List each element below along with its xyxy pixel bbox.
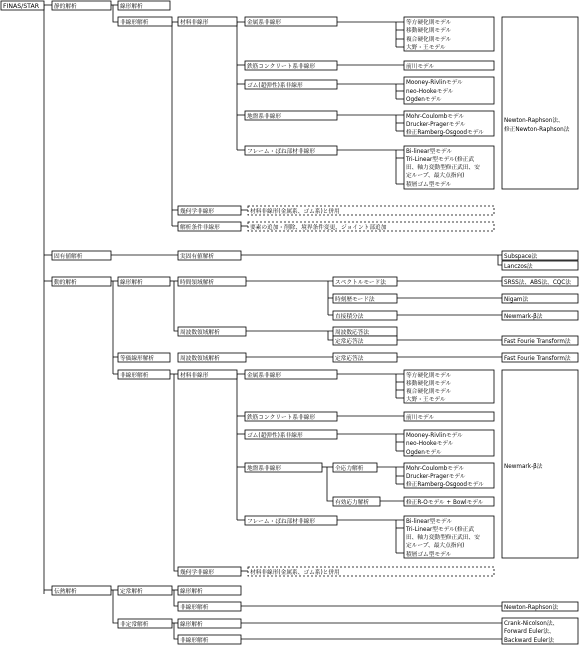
- thermal-unsteady-method: Crank-Nicolson法、: [504, 621, 559, 627]
- thermal-analysis-branch: [52, 586, 578, 644]
- dynamic-metal-model: 等方硬化則モデル: [406, 373, 452, 379]
- thermal-unsteady-method: Backward Euler法: [504, 638, 554, 644]
- dynamic-time-domain-label: 時間領域解析: [180, 280, 215, 286]
- static-metal-model: 大野・王モデル: [406, 45, 446, 51]
- static-metal-label: 金属系非線形: [247, 20, 282, 26]
- dynamic-geometric-note: 材料非線形(金属系、ゴム系)と併用: [250, 570, 340, 576]
- static-rubber-label: ゴム(超弾性)系非線形: [247, 83, 303, 89]
- eigen-label: 固有値解析: [54, 254, 83, 260]
- static-rubber-model: neo-Hookeモデル: [406, 89, 454, 95]
- dynamic-effective-model: 修正R-Oモデル + Bowlモデル: [406, 500, 484, 506]
- thermal-unsteady-label: 非定常解析: [120, 622, 149, 628]
- thermal-unsteady-method: Forward Euler法、: [504, 629, 555, 635]
- static-rc-label: 鉄筋コンクリート系非線形: [247, 64, 316, 70]
- static-frame-model: 定ループ、最大点指向): [406, 173, 465, 179]
- dynamic-analysis-branch: [52, 277, 578, 576]
- dynamic-nigam: Nigam法: [504, 297, 529, 303]
- static-frame-model: 田、軸力変動型修正武田、安: [406, 165, 480, 171]
- dynamic-frame-model: 定ループ、最大点指向): [406, 543, 465, 549]
- root-label: FINAS/STAR: [3, 3, 40, 10]
- dynamic-soil-model: Mohr-Coulombモデル: [406, 466, 465, 472]
- dynamic-linear-label: 線形解析: [120, 280, 143, 286]
- dynamic-soil-model: 修正Ramberg-Osgoodモデル: [406, 482, 484, 488]
- static-metal-model: 等方硬化則モデル: [406, 20, 452, 26]
- dynamic-rubber-model: neo-Hookeモデル: [406, 441, 454, 447]
- dynamic-time-history-label: 時刻歴モード法: [335, 297, 375, 303]
- dynamic-frame-label: フレーム・ばね部材非線形: [247, 519, 316, 525]
- dynamic-nonlinear-label: 非線形解析: [120, 373, 149, 379]
- dynamic-frame-model: Tri-Linear型モデル(修正武: [406, 527, 475, 533]
- static-soil-label: 地盤系非線形: [247, 114, 282, 120]
- eigen-method: Lanczos法: [504, 264, 533, 270]
- dynamic-total-stress-label: 全応力解析: [335, 466, 364, 472]
- eigen-method: Subspace法: [504, 254, 538, 260]
- dynamic-rubber-model: Ogdenモデル: [406, 450, 442, 456]
- dynamic-metal-model: 大野・王モデル: [406, 397, 446, 403]
- thermal-label: 伝熱解析: [54, 589, 77, 595]
- thermal-unsteady-nonlinear-label: 非線形解析: [180, 638, 209, 644]
- dynamic-label: 動的解析: [54, 280, 77, 286]
- static-frame-model: 積層ゴム型モデル: [406, 182, 452, 188]
- dynamic-rubber-model: Mooney-Rivlinモデル: [406, 433, 463, 439]
- thermal-steady-solver: Newton-Raphson法: [504, 605, 559, 611]
- static-metal-model: 移動硬化則モデル: [406, 28, 452, 34]
- dynamic-geometric-label: 幾何学非線形: [180, 570, 215, 576]
- static-frame-model: Bi-linear型モデル: [406, 149, 453, 155]
- static-analysis-branch: [52, 1, 578, 231]
- dynamic-metal-model: 移動硬化則モデル: [406, 381, 452, 387]
- thermal-unsteady-linear-label: 線形解析: [180, 622, 203, 628]
- eigen-real-label: 実固有値解析: [180, 254, 215, 260]
- dynamic-spectral-label: スペクトルモード法: [335, 280, 386, 286]
- dynamic-solver: Newmark-β法: [504, 464, 543, 470]
- thermal-steady-label: 定常解析: [120, 589, 143, 595]
- dynamic-metal-label: 金属系非線形: [247, 373, 282, 379]
- dynamic-spectral-methods: SRSS法、ABS法、CQC法: [504, 280, 571, 286]
- thermal-steady-nonlinear-label: 非線形解析: [180, 605, 209, 611]
- dynamic-frame-model: 積層ゴム型モデル: [406, 552, 452, 558]
- static-rubber-model: Mooney-Rivlinモデル: [406, 80, 463, 86]
- thermal-steady-linear-label: 線形解析: [180, 589, 203, 595]
- dynamic-rc-model: 前川モデル: [406, 415, 435, 421]
- dynamic-direct-label: 直接積分法: [335, 314, 364, 320]
- static-geometric-note: 材料非線形(金属系、ゴム系)と併用: [250, 209, 340, 215]
- static-boundary-label: 解析条件非線形: [180, 225, 220, 231]
- dynamic-frame-model: 田、軸力変動型修正武田、安: [406, 535, 480, 541]
- static-nonlinear-label: 非線形解析: [120, 20, 149, 26]
- dynamic-rc-label: 鉄筋コンクリート系非線形: [247, 415, 316, 421]
- static-geometric-label: 幾何学非線形: [180, 209, 215, 215]
- dynamic-freq-domain-label: 周波数領域解析: [180, 330, 220, 336]
- static-metal-model: 複合硬化則モデル: [406, 37, 452, 43]
- dynamic-soil-label: 地盤系非線形: [247, 466, 282, 472]
- static-label: 静的解析: [54, 4, 77, 10]
- dynamic-steady-response2-label: 定常応答法: [335, 356, 364, 362]
- dynamic-effective-stress-label: 有効応力解析: [335, 500, 370, 506]
- static-rubber-model: Ogdenモデル: [406, 97, 442, 103]
- dynamic-soil-model: Drucker-Pragerモデル: [406, 474, 466, 480]
- dynamic-fft: Fast Fourie Transform法: [504, 339, 571, 345]
- static-soil-model: 修正Ramberg-Osgoodモデル: [406, 130, 484, 136]
- dynamic-material-label: 材料非線形: [180, 373, 209, 379]
- static-soil-model: Drucker-Pragerモデル: [406, 122, 466, 128]
- static-boundary-note: 要素の追加・削除、境界条件変更、ジョイント部追加: [250, 225, 387, 231]
- dynamic-fft2: Fast Fourie Transform法: [504, 356, 571, 362]
- static-soil-model: Mohr-Coulombモデル: [406, 114, 465, 120]
- static-rc-model: 前川モデル: [406, 64, 435, 70]
- dynamic-frame-model: Bi-linear型モデル: [406, 519, 453, 525]
- dynamic-metal-model: 複合硬化則モデル: [406, 389, 452, 395]
- dynamic-freq-domain2-label: 周波数領域解析: [180, 356, 220, 362]
- static-solver-line: 修正Newton-Raphson法: [504, 127, 570, 133]
- static-linear-label: 線形解析: [120, 4, 143, 10]
- dynamic-newmark: Newmark-β法: [504, 314, 543, 320]
- root-node: [1, 1, 44, 10]
- static-frame-model: Tri-Linear型モデル(修正武: [406, 157, 475, 163]
- dynamic-freq-response-label: 周波数応答法: [335, 330, 370, 336]
- static-solver-line: Newton-Raphson法、: [504, 118, 564, 124]
- static-material-label: 材料非線形: [180, 20, 209, 26]
- dynamic-equiv-linear-label: 等価線形解析: [120, 356, 155, 362]
- dynamic-rubber-label: ゴム(超弾性)系非線形: [247, 433, 303, 439]
- static-frame-label: フレーム・ばね部材非線形: [247, 149, 316, 155]
- eigen-analysis-branch: [52, 251, 578, 270]
- dynamic-steady-response-label: 定常応答法: [335, 339, 364, 345]
